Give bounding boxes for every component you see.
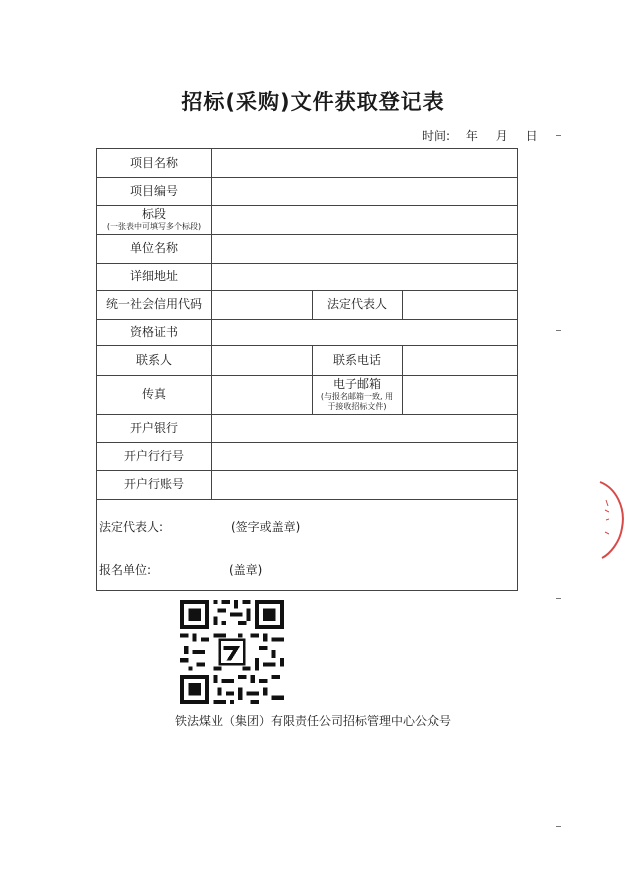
label-credit-code: 统一社会信用代码: [105, 297, 202, 311]
label-legal-rep: 法定代表人: [326, 297, 387, 311]
signature-unit-note: (盖章): [229, 563, 263, 577]
column-divider: [402, 345, 403, 414]
signature-legal-label: 法定代表人:: [99, 520, 164, 534]
edge-mark: [556, 598, 561, 599]
label-bank-number: 开户行行号: [123, 448, 184, 463]
label-qualification: 资格证书: [129, 324, 178, 339]
date-line: [422, 127, 552, 144]
label-contact: 联系人: [135, 352, 172, 367]
qr-caption: 铁法煤业（集团）有限责任公司招标管理中心公众号: [174, 714, 451, 728]
row-divider: [97, 499, 517, 500]
column-divider: [402, 290, 403, 319]
year-label: 年: [465, 129, 478, 143]
email-label: 电子邮箱: [332, 377, 381, 391]
signature-legal-note: (签字或盖章): [231, 520, 301, 534]
page-title: 招标(采购)文件获取登记表: [181, 90, 445, 114]
label-email: [312, 375, 402, 414]
edge-mark: [556, 330, 561, 331]
column-divider: [211, 149, 212, 499]
edge-mark: [556, 135, 561, 136]
label-project-number: 项目编号: [129, 183, 178, 198]
label-company-name: 单位名称: [129, 241, 178, 255]
email-note-line-1: (与报名邮箱一致, 用: [320, 392, 394, 401]
section-label: 标段: [141, 207, 166, 221]
label-fax: 传真: [141, 387, 166, 401]
time-label: 时间:: [422, 129, 451, 143]
email-note-line-2: 于接收招标文件): [327, 402, 387, 411]
edge-mark: [556, 826, 561, 827]
label-section: [97, 205, 211, 234]
label-bank: 开户银行: [129, 420, 178, 435]
label-account: 开户行账号: [123, 477, 184, 491]
month-label: 月: [495, 129, 508, 143]
stamp-icon: [596, 480, 626, 560]
day-label: 日: [525, 129, 538, 143]
registration-form: [96, 148, 518, 591]
label-address: 详细地址: [129, 269, 178, 283]
label-project-name: 项目名称: [129, 155, 178, 170]
section-note: (一张表中可填写多个标段): [106, 222, 202, 231]
label-phone: 联系电话: [332, 352, 381, 367]
qr-code-icon: [180, 600, 284, 704]
signature-unit-label: 报名单位:: [99, 563, 152, 577]
